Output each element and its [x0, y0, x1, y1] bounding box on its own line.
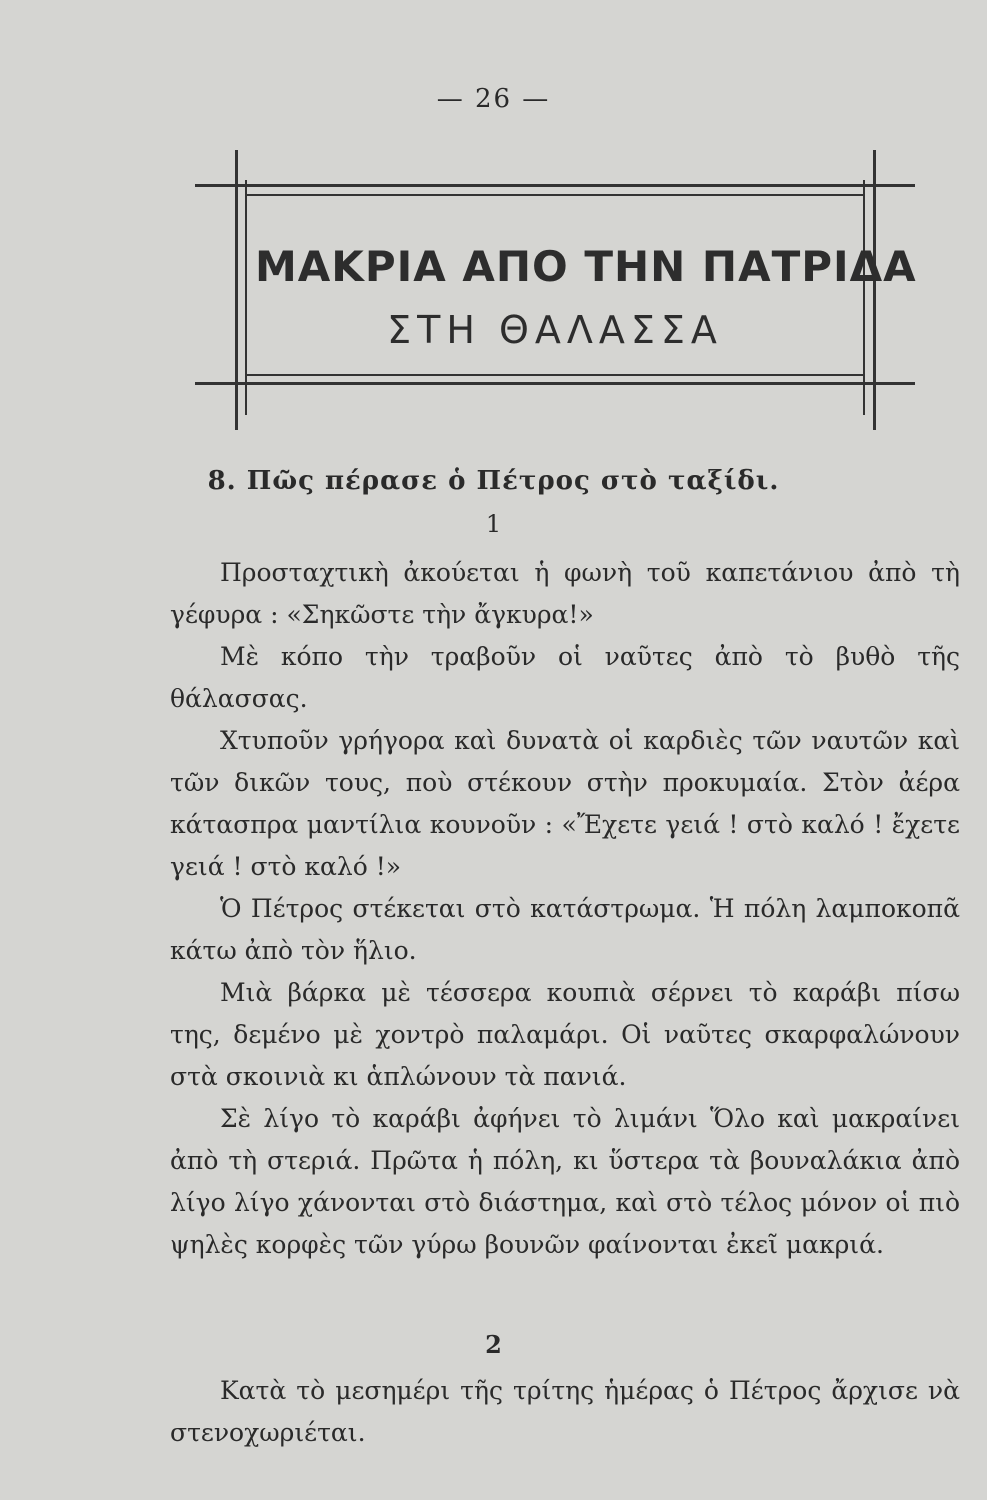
- title-line-1: ΜΑΚΡΙΑ ΑΠΟ ΤΗΝ ΠΑΤΡΙΔΑ: [255, 242, 917, 291]
- paragraph: Ὁ Πέτρος στέκεται στὸ κατάστρωμα. Ἡ πόλη λαμποκοπᾶ κάτω ἀπὸ τὸν ἥλιο.: [170, 894, 960, 965]
- chapter-heading: 8. Πῶς πέρασε ὁ Πέτρος στὸ ταξίδι.: [207, 466, 780, 496]
- frame-left-outer-rule: [235, 150, 238, 430]
- paragraph: Μὲ κόπο τὴν τραβοῦν οἱ ναῦτες ἀπὸ τὸ βυθὸ τῆς θάλασσας.: [170, 642, 960, 713]
- paragraph: Κατὰ τὸ μεσημέρι τῆς τρίτης ἡμέρας ὁ Πέτρος ἄρχισε νὰ στενοχωριέται.: [170, 1376, 960, 1447]
- title-frame: [195, 150, 915, 430]
- section-1-text: [170, 552, 960, 1266]
- paragraph: Προσταχτικὴ ἀκούεται ἡ φωνὴ τοῦ καπετάνιου ἀπὸ τὴ γέφυρα : «Σηκῶστε τὴν ἄγκυρα!»: [170, 558, 960, 629]
- frame-left-inner-rule: [245, 180, 247, 415]
- frame-bottom-rule: [195, 382, 915, 385]
- section-number: 2: [485, 1330, 502, 1359]
- frame-right-inner-rule: [863, 180, 865, 415]
- paragraph: Χτυποῦν γρήγορα καὶ δυνατὰ οἱ καρδιὲς τῶν ναυτῶν καὶ τῶν δικῶν τους, ποὺ στέκουν στὴν προκυμαία. Στὸν ἀέρα κάτασπρα μαντίλια κουνοῦν : «Ἔχετε γειά ! στὸ καλό ! ἔχετε γειά ! στὸ καλό !»: [170, 726, 960, 881]
- section-2-text: [170, 1370, 960, 1454]
- section-number: 1: [485, 510, 502, 538]
- paragraph: Μιὰ βάρκα μὲ τέσσερα κουπιὰ σέρνει τὸ καράβι πίσω της, δεμένο μὲ χοντρὸ παλαμάρι. Οἱ ναῦτες σκαρφαλώνουν στὰ σκοινιὰ κι ἁπλώνουν τὰ πανιά.: [170, 978, 960, 1091]
- page-number: — 26 —: [436, 84, 551, 114]
- frame-bottom-inner-rule: [247, 374, 863, 376]
- title-line-2: ΣΤΗ ΘΑΛΑΣΣΑ: [387, 308, 723, 352]
- frame-top-inner-rule: [247, 194, 863, 196]
- paragraph: Σὲ λίγο τὸ καράβι ἀφήνει τὸ λιμάνι Ὅλο καὶ μακραίνει ἀπὸ τὴ στεριά. Πρῶτα ἡ πόλη, κι ὕστερα τὰ βουναλάκια ἀπὸ λίγο λίγο χάνονται στὸ διάστημα, καὶ στὸ τέλος μόνον οἱ πιὸ ψηλὲς κορφὲς τῶν γύρω βουνῶν φαίνονται ἐκεῖ μακριά.: [170, 1104, 960, 1259]
- frame-top-rule: [195, 184, 915, 187]
